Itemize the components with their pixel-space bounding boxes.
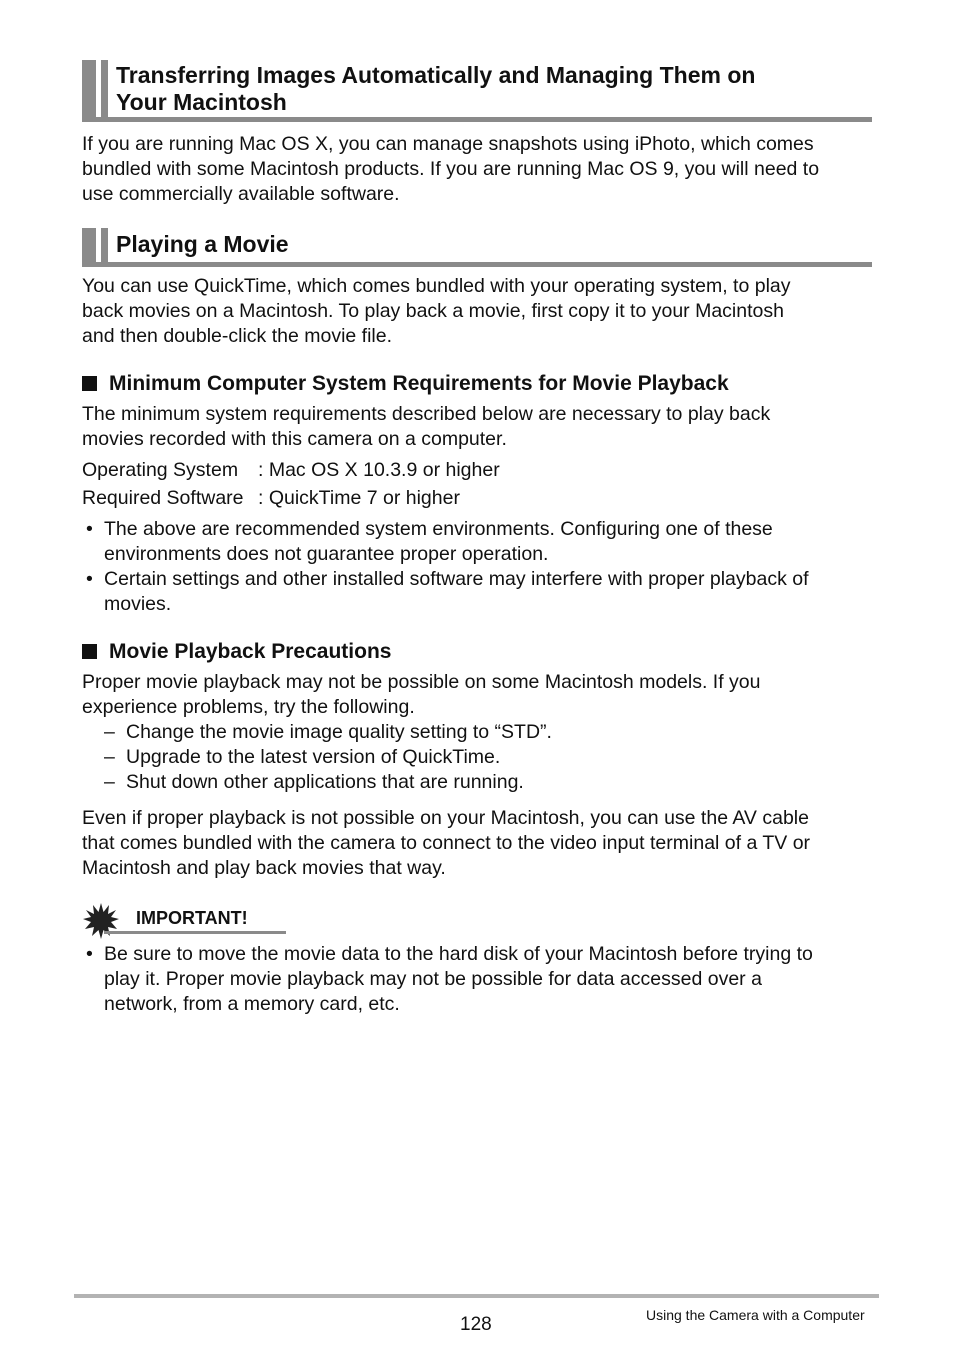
square-bullet-icon bbox=[82, 376, 97, 391]
precaution-step-1: – Change the movie image quality setting to “STD”. bbox=[104, 721, 552, 743]
important-note: • Be sure to move the movie data to the hard disk of your Macintosh before trying to play it. Proper movie playback may not be possible for data accessed over a network, from a memory card, etc. bbox=[86, 943, 813, 1015]
section1-body: If you are running Mac OS X, you can manage snapshots using iPhoto, which comes bundled with some Macintosh products. If you are running Mac OS 9, you will need to use commercially available software. bbox=[82, 133, 820, 205]
requirement-os: Operating System : Mac OS X 10.3.9 or higher bbox=[82, 459, 500, 481]
footer-rule bbox=[74, 1294, 879, 1298]
important-callout bbox=[82, 902, 286, 938]
requirements-note-1: • The above are recommended system environments. Configuring one of these environments does not guarantee proper operation. bbox=[86, 518, 773, 565]
precautions-outro: Even if proper playback is not possible on your Macintosh, you can use the AV cable that comes bundled with the camera to connect to the video input terminal of a TV or Macintosh and play back movies that way. bbox=[82, 807, 811, 879]
page-number: 128 bbox=[460, 1314, 492, 1335]
dash-icon: – bbox=[104, 721, 115, 743]
heading-title: Transferring Images Automatically and Managing Them on Your Macintosh bbox=[116, 62, 756, 115]
subheading-requirements: Minimum Computer System Requirements for Movie Playback bbox=[82, 371, 729, 397]
precaution-step-3: – Shut down other applications that are running. bbox=[104, 771, 524, 793]
section-heading-transferring bbox=[82, 60, 872, 122]
precautions-intro: Proper movie playback may not be possible on some Macintosh models. If you experience problems, try the following. bbox=[82, 671, 761, 718]
starburst-icon bbox=[82, 902, 120, 940]
important-label: IMPORTANT! bbox=[136, 908, 248, 928]
section2-body: You can use QuickTime, which comes bundled with your operating system, to play back movies on a Macintosh. To play back a movie, first copy it to your Macintosh and then double-click the movie file. bbox=[82, 275, 791, 347]
heading-bar-thin bbox=[101, 60, 108, 117]
bullet-icon: • bbox=[86, 568, 93, 590]
subheading-precautions: Movie Playback Precautions bbox=[82, 639, 391, 665]
footer-chapter-title: Using the Camera with a Computer bbox=[646, 1307, 865, 1323]
important-underline bbox=[104, 931, 286, 934]
heading-bar-thick bbox=[82, 60, 96, 117]
section-heading-playing-movie bbox=[82, 228, 872, 267]
heading-title: Playing a Movie bbox=[116, 231, 289, 257]
dash-icon: – bbox=[104, 746, 115, 768]
square-bullet-icon bbox=[82, 644, 97, 659]
requirement-software: Required Software : QuickTime 7 or higher bbox=[82, 487, 460, 509]
heading-bar-thin bbox=[101, 228, 108, 262]
precaution-step-2: – Upgrade to the latest version of QuickTime. bbox=[104, 746, 501, 768]
dash-icon: – bbox=[104, 771, 115, 793]
requirements-note-2: • Certain settings and other installed software may interfere with proper playback of movies. bbox=[86, 568, 809, 615]
requirements-intro: The minimum system requirements described below are necessary to play back movies recorded with this camera on a computer. bbox=[82, 403, 771, 450]
bullet-icon: • bbox=[86, 943, 93, 965]
heading-bar-thick bbox=[82, 228, 96, 262]
bullet-icon: • bbox=[86, 518, 93, 540]
